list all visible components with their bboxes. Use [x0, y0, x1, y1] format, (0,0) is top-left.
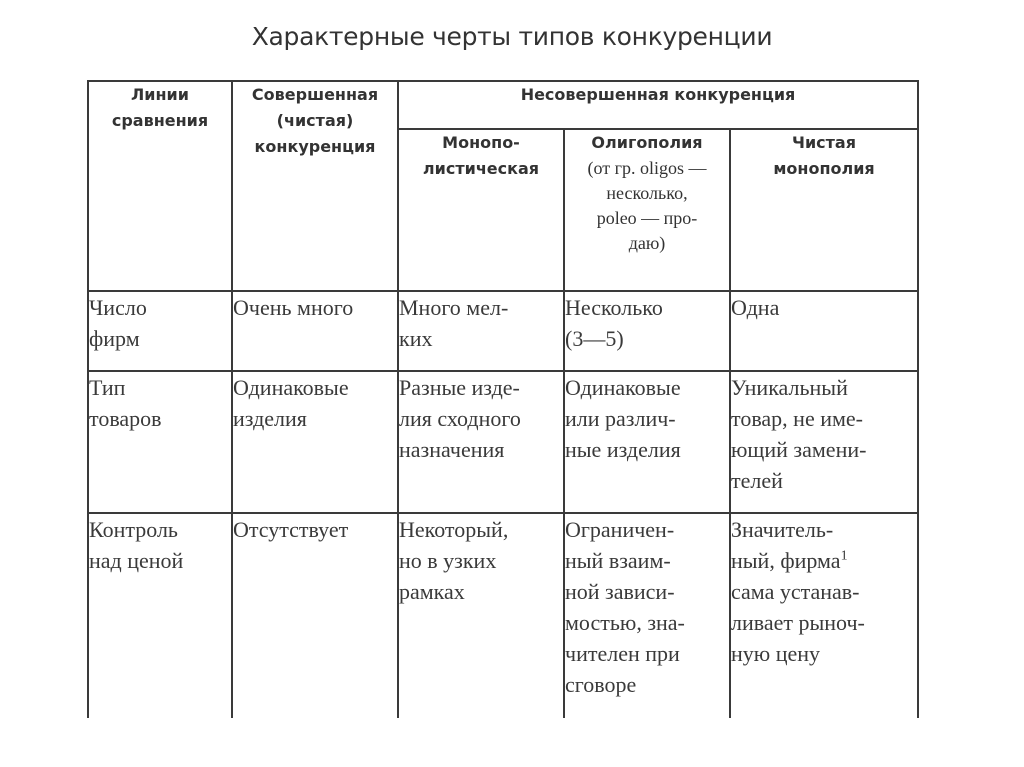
- header-row-top: [88, 81, 918, 129]
- cell-monopoly-price-control: [730, 513, 918, 718]
- cell-line-number-of-firms: Число фирм: [88, 291, 232, 371]
- cell-monopolistic-number-of-firms: Много мел- ких: [398, 291, 564, 371]
- cell-oligopoly-number-of-firms: Несколько (3—5): [564, 291, 730, 371]
- page-title: Характерные черты типов конкуренции: [251, 22, 773, 51]
- header-oligopoly: [564, 129, 730, 291]
- cell-perfect-product-type: Одинаковые изделия: [232, 371, 398, 513]
- table-row-product-type: [88, 371, 918, 513]
- header-monopolistic: Монопо- листическая: [398, 129, 564, 291]
- cell-oligopoly-product-type: Одинаковые или различ- ные изделия: [564, 371, 730, 513]
- monopoly-price-text-part2: сама устанав- ливает рыноч- ную цену: [731, 579, 865, 666]
- cell-oligopoly-price-control: Ограничен- ный взаим- ной зависи- мостью, зна- чителен при сговоре: [564, 513, 730, 718]
- competition-table: [87, 80, 919, 718]
- header-pure-monopoly: Чистая монополия: [730, 129, 918, 291]
- cell-perfect-number-of-firms: Очень много: [232, 291, 398, 371]
- footnote-marker: 1: [840, 548, 848, 564]
- header-perfect-competition: Совершенная (чистая) конкуренция: [232, 81, 398, 291]
- header-imperfect-competition: Несовершенная конкуренция: [398, 81, 918, 129]
- cell-monopoly-number-of-firms: Одна: [730, 291, 918, 371]
- cell-monopolistic-price-control: Некоторый, но в узких рамках: [398, 513, 564, 718]
- cell-line-price-control: Контроль над ценой: [88, 513, 232, 718]
- cell-perfect-price-control: Отсутствует: [232, 513, 398, 718]
- cell-monopoly-product-type: Уникальный товар, не име- ющий замени- телей: [730, 371, 918, 513]
- cell-monopolistic-product-type: Разные изде- лия сходного назначения: [398, 371, 564, 513]
- oligopoly-etymology: (от гр. oligos — несколько, poleo — про- даю): [587, 158, 707, 253]
- header-comparison-lines: Линии сравнения: [88, 81, 232, 291]
- table-row-price-control: [88, 513, 918, 718]
- cell-line-product-type: Тип товаров: [88, 371, 232, 513]
- monopoly-price-text-part1: Значитель- ный, фирма: [731, 517, 841, 573]
- oligopoly-name: Олигополия: [591, 133, 703, 152]
- table-row-number-of-firms: [88, 291, 918, 371]
